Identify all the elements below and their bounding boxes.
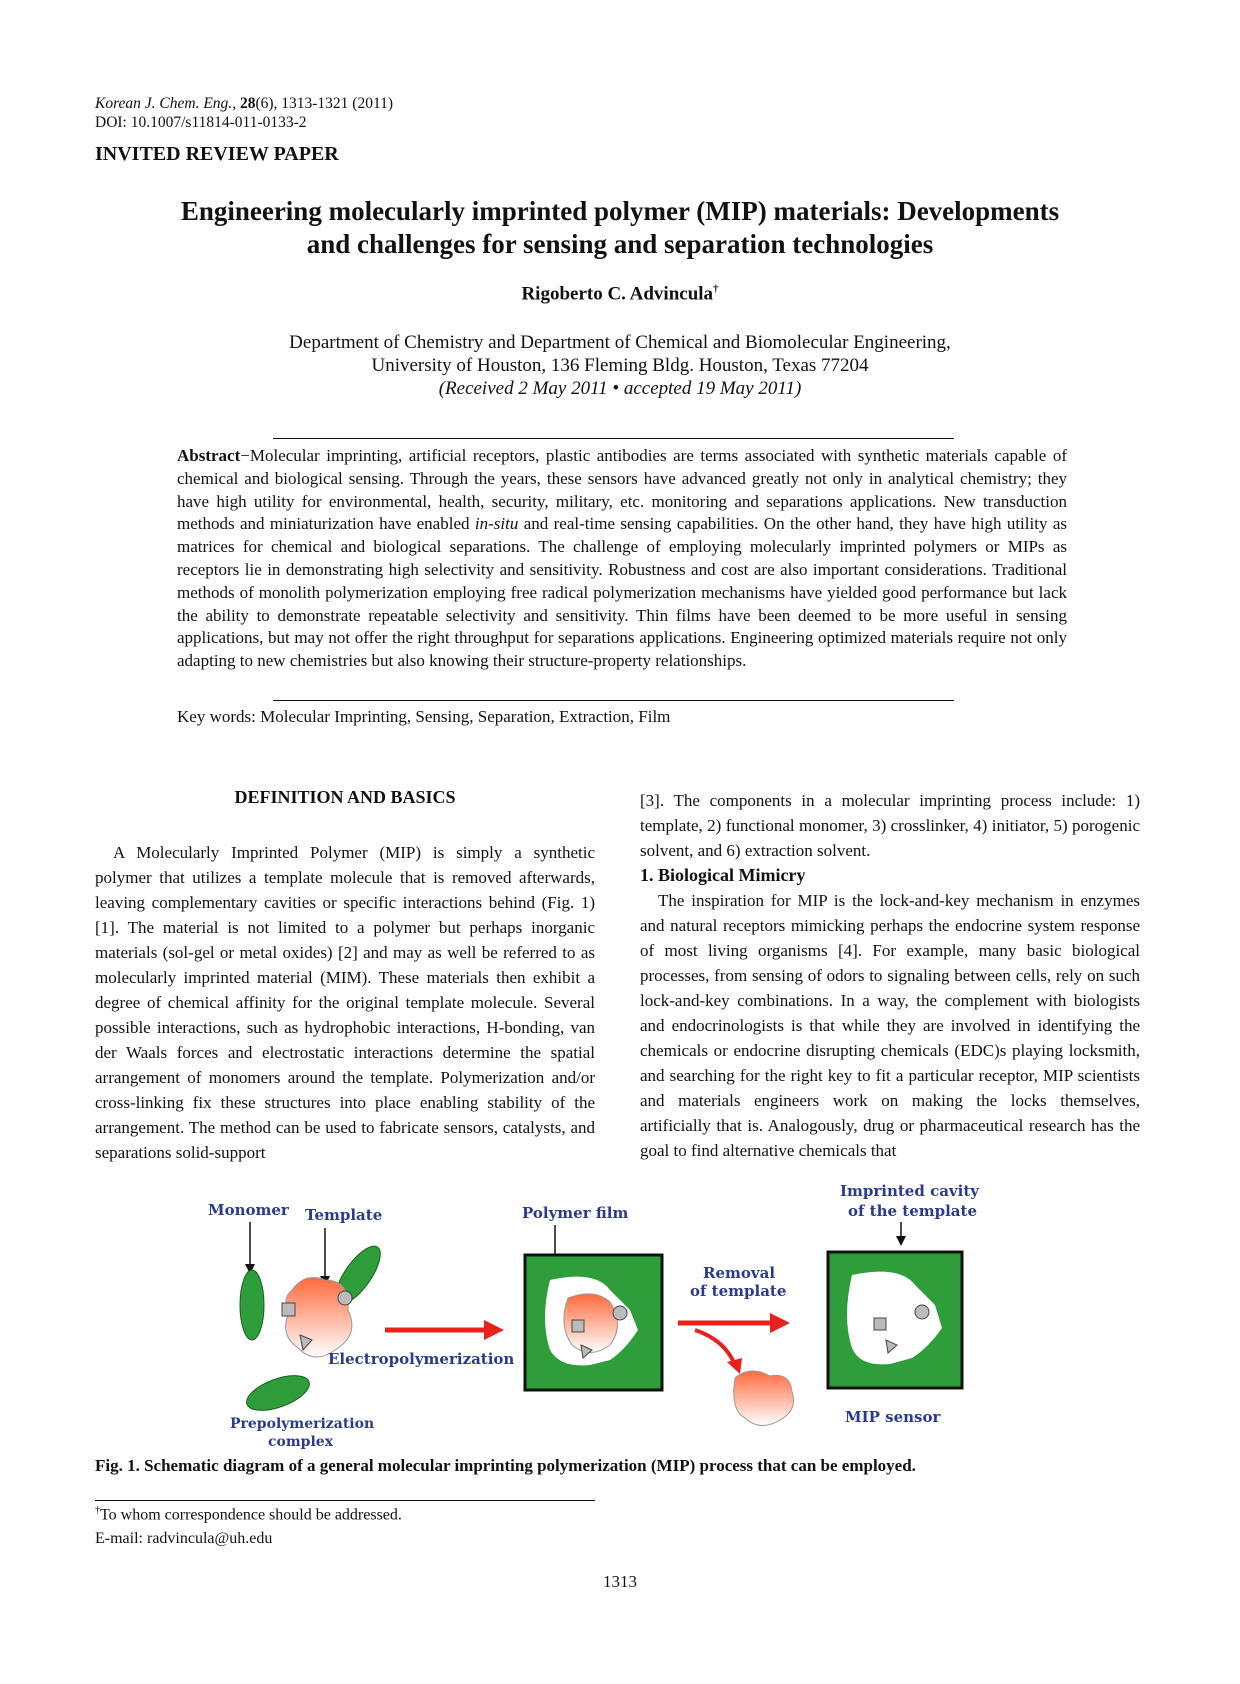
received-dates: (Received 2 May 2011 • accepted 19 May 2011) xyxy=(438,378,802,399)
column-left xyxy=(95,840,595,1165)
section-heading: DEFINITION AND BASICS xyxy=(234,787,456,807)
arrow-head xyxy=(484,1320,504,1340)
footnote-mark: † xyxy=(95,1505,100,1516)
circle-site xyxy=(915,1305,929,1319)
journal-volume: 28 xyxy=(239,95,256,112)
paragraph: [3]. The components in a molecular imprinting process include: 1) template, 2) functional monomer, 3) crosslinker, 4) initiator, 5) porogenic solvent, and 6) extraction solvent. xyxy=(640,791,1140,860)
title-line-2: and challenges for sensing and separation technologies xyxy=(306,229,934,259)
journal-citation: Korean J. Chem. Eng., 28(6), 1313-1321 (2011) xyxy=(95,95,394,112)
abstract-italic: in-situ xyxy=(474,514,519,534)
subsection-heading: 1. Biological Mimicry xyxy=(640,865,806,885)
affiliation xyxy=(0,331,1240,400)
label-polymer-film: Polymer film xyxy=(522,1204,629,1222)
figure-caption: Fig. 1. Schematic diagram of a general molecular imprinting polymerization (MIP) process that can be employed. xyxy=(95,1456,916,1475)
label-imprinted-cavity: Imprinted cavity of the template xyxy=(840,1182,979,1220)
square-site xyxy=(572,1320,584,1332)
abstract-text-b: and real-time sensing capabilities. On the other hand, they have high utility as matrices for chemical and biological separations. The challenge of employing molecularly imprinted polymers or MIPs as receptors lie in demonstrating high selectivity and sensitivity. Robustness and cost are also important considerations. Traditional methods of monolith polymerization employing free radical polymerization mechanisms have yielded good performance but lack the ability to demonstrate repeatable selectivity and sensitivity. Thin films have been deemed to be more useful in sensing applications, but may not offer the right throughput for separations applications. Engineering optimized materials require not only adapting to new chemistries but also knowing their structure-property relationships. xyxy=(177,514,1067,671)
label-template: Template xyxy=(305,1206,383,1224)
paper-type: INVITED REVIEW PAPER xyxy=(95,143,339,165)
keywords: Key words: Molecular Imprinting, Sensing, Separation, Extraction, Film xyxy=(177,707,671,726)
arrow-head xyxy=(896,1236,906,1246)
author xyxy=(0,283,1240,305)
circle-site xyxy=(613,1306,627,1320)
footnote-correspondence xyxy=(95,1505,402,1524)
column-right xyxy=(640,788,1140,1163)
footnote-rule xyxy=(95,1500,595,1501)
figure-1-diagram xyxy=(200,1180,1060,1450)
paper-title xyxy=(140,195,1100,261)
monomer-ellipse xyxy=(240,1270,264,1340)
circle-site xyxy=(338,1291,352,1305)
label-monomer: Monomer xyxy=(208,1201,289,1219)
journal-issue-pages: (6), 1313-1321 (2011) xyxy=(255,95,394,112)
label-removal: Removal of template xyxy=(690,1264,787,1300)
paragraph: A Molecularly Imprinted Polymer (MIP) is simply a synthetic polymer that utilizes a template molecule that is removed afterwards, leaving complementary cavities or specific interactions behind (Fig. 1) [1]. The material is not limited to a polymer but perhaps inorganic materials (sol-gel or metal oxides) [2] and may as well be referred to as molecularly imprinted material (MIM). These materials then exhibit a degree of chemical affinity for the original template molecule. Several possible interactions, such as hydrophobic interactions, H-bonding, van der Waals forces and electrostatic interactions determine the spatial arrangement of monomers around the template. Polymerization and/or cross-linking fix these structures into place enabling stability of the arrangement. The method can be used to fabricate sensors, catalysts, and separations solid-support xyxy=(95,843,595,1162)
label-mip-sensor: MIP sensor xyxy=(845,1408,941,1426)
abstract-label: Abstract xyxy=(177,446,241,465)
square-site xyxy=(282,1303,295,1316)
label-electropolymerization: Electropolymerization xyxy=(328,1350,515,1368)
arrow-head xyxy=(770,1313,790,1333)
title-line-1: Engineering molecularly imprinted polymer (MIP) materials: Developments xyxy=(180,196,1060,226)
square-site xyxy=(874,1318,886,1330)
journal-name: Korean J. Chem. Eng. xyxy=(95,95,233,112)
abstract-bottom-rule xyxy=(273,700,954,701)
monomer-ellipse xyxy=(242,1369,314,1418)
removed-template xyxy=(734,1371,794,1426)
footnote-email: E-mail: radvincula@uh.edu xyxy=(95,1530,273,1547)
arrow-line xyxy=(695,1330,735,1365)
abstract xyxy=(177,445,1067,673)
template-blob xyxy=(286,1278,352,1357)
author-mark: † xyxy=(713,283,719,295)
affiliation-line-1: Department of Chemistry and Department of Chemical and Biomolecular Engineering, xyxy=(289,332,951,353)
page-number: 1313 xyxy=(603,1572,637,1591)
footnote-text: To whom correspondence should be addressed. xyxy=(100,1506,402,1524)
affiliation-line-2: University of Houston, 136 Fleming Bldg. Houston, Texas 77204 xyxy=(371,355,869,376)
arrow-head xyxy=(727,1358,742,1374)
doi: DOI: 10.1007/s11814-011-0133-2 xyxy=(95,114,307,131)
abstract-text-a: −Molecular imprinting, artificial receptors, plastic antibodies are terms associated with synthetic materials capable of chemical and biological sensing. Through the years, these sensors have advanced greatly not only in analytical chemistry; they have high utility for environmental, health, security, military, etc. monitoring and separations applications. New transduction methods and miniaturization have enabled xyxy=(177,446,1067,534)
label-prepolymerization: Prepolymerization complex xyxy=(230,1416,375,1450)
author-name: Rigoberto C. Advincula xyxy=(521,283,714,305)
paragraph: The inspiration for MIP is the lock-and-key mechanism in enzymes and natural receptors mimicking perhaps the endocrine system response of most living organisms [4]. For example, many basic biological processes, from sensing of odors to signaling between cells, rely on such lock-and-key combinations. In a way, the complement with biologists and endocrinologists is that while they are involved in identifying the chemicals or endocrine disrupting chemicals (EDC)s playing locksmith, and searching for the right key to fit a particular receptor, MIP scientists and materials engineers work on making the locks themselves, artificially that is. Analogously, drug or pharmaceutical research has the goal to find alternative chemicals that xyxy=(640,891,1140,1160)
abstract-top-rule xyxy=(273,438,954,439)
